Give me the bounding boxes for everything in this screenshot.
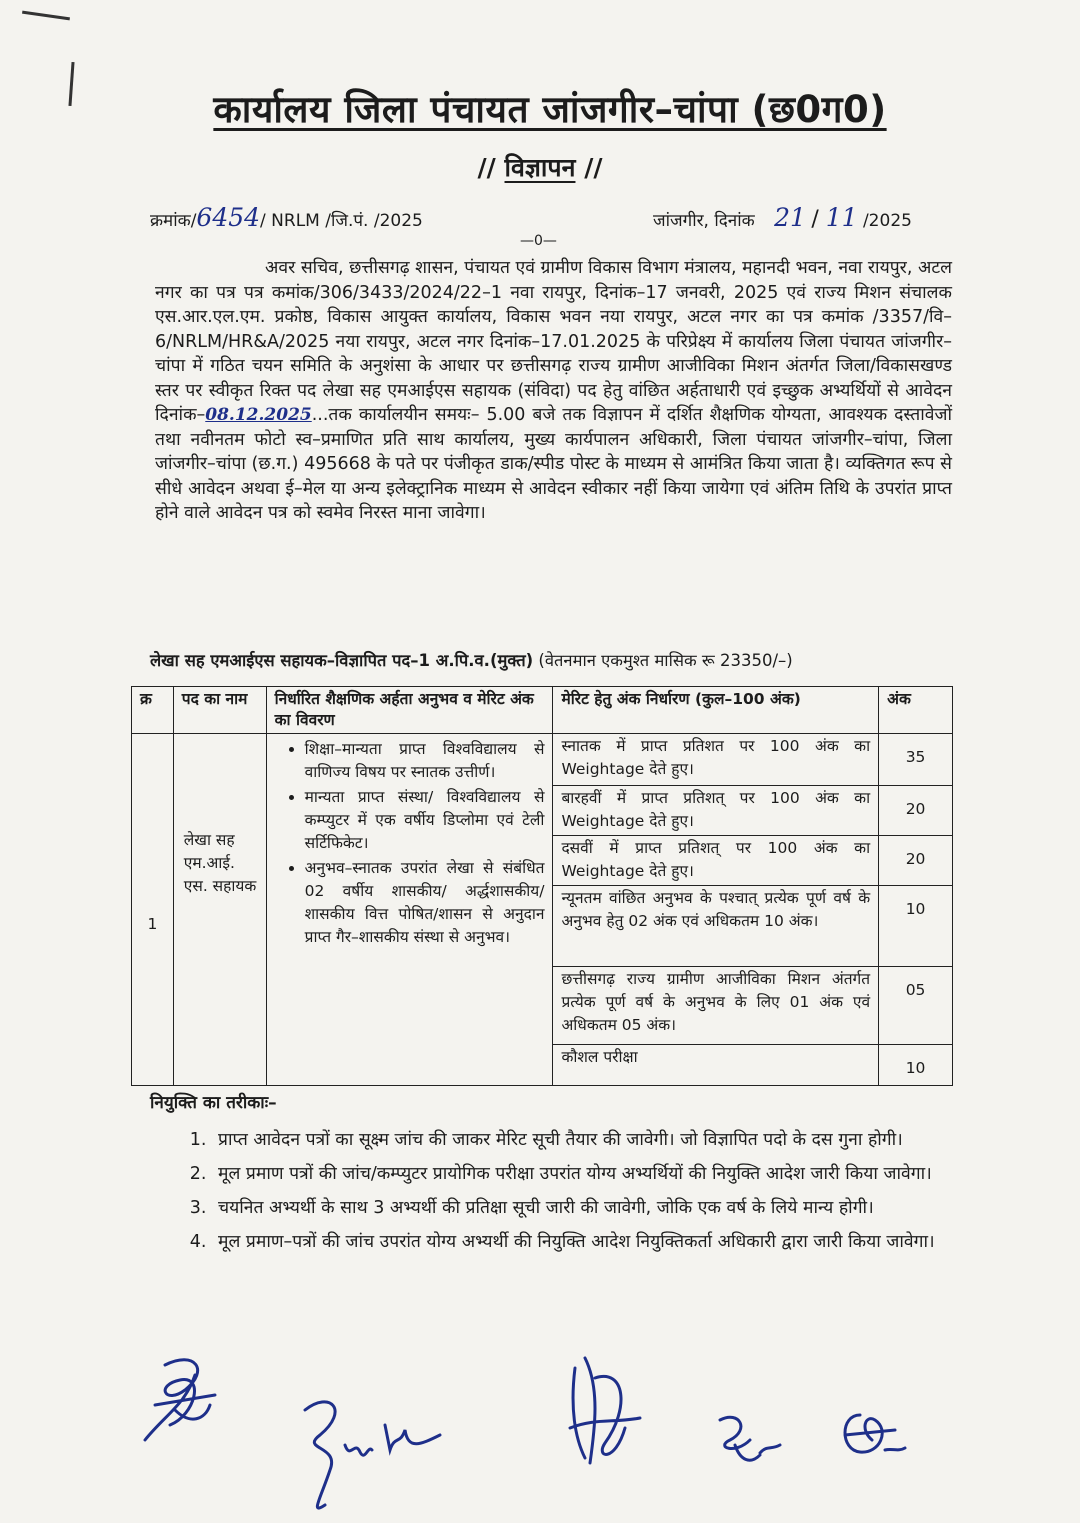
- cell-merit-criteria: [553, 734, 879, 1086]
- merit-criterion: दसवीं में प्राप्त प्रतिशत् पर 100 अंक का Weightage देते हुए।: [553, 836, 878, 886]
- ad-suffix: //: [584, 153, 603, 182]
- header-sr: क्र: [132, 687, 174, 734]
- merit-marks: 10: [905, 1059, 926, 1077]
- merit-marks: 20: [879, 786, 952, 836]
- merit-criterion: न्यूनतम वांछित अनुभव के पश्चात् प्रत्येक पूर्ण वर्ष के अनुभव हेतु 02 अंक एवं अधिकतम 10 अंक।: [553, 886, 878, 967]
- list-item: 1. प्राप्त आवेदन पत्रों का सूक्ष्म जांच की जाकर मेरिट सूची तैयार की जावेगी। जो विज्ञापित पदो के दस गुना होगी।: [212, 1128, 994, 1152]
- signature-4: [705, 1405, 785, 1475]
- signature-5: [830, 1400, 910, 1470]
- qualification-item: • अनुभव–स्नातक उपरांत लेखा से संबंधित 02 वर्षीय शासकीय/ अर्द्धशासकीय/शासकीय वित्त पोषित/शासन से अनुदान प्राप्त गैर–शासकीय संस्था से अनुभव।: [305, 857, 545, 949]
- appointment-procedure-list: [160, 1128, 994, 1264]
- merit-marks: 35: [879, 734, 952, 786]
- office-title: कार्यालय जिला पंचायत जांजगीर–चांपा (छ0ग0): [213, 88, 887, 131]
- merit-marks: 20: [879, 836, 952, 886]
- list-item: 4. मूल प्रमाण–पत्रों की जांच उपरांत योग्य अभ्यर्थी की नियुक्ति आदेश नियुक्तिकर्ता अधिकारी द्वारा जारी किया जावेगा।: [212, 1230, 994, 1254]
- qualification-item: • शिक्षा–मान्यता प्राप्त विश्वविद्यालय से वाणिज्य विषय पर स्नातक उत्तीर्ण।: [305, 738, 545, 784]
- post-heading-title: लेखा सह एमआईएस सहायक–विज्ञापित पद–1 अ.पि.व.(मुक्त): [150, 651, 534, 670]
- handwritten-day: 21: [774, 203, 806, 232]
- body-paragraph-end: ...तक कार्यालयीन समयः– 5.00 बजे तक विज्ञापन में दर्शित शैक्षणिक योग्यता, आवश्यक दस्तावेजों तथा नवीनतम फोटो स्व–प्रमाणित प्रति साथ कार्यालय, मुख्य कार्यपालन अधिकारी, जिला पंचायत जांजगीर–चांपा, जिला जांजगीर–चांपा (छ.ग.) 495668 के पते पर पंजीकृत डाक/स्पीड पोस्ट के माध्यम से आमंत्रित किया जाता है। व्यक्तिगत रूप से सीधे आवेदन अथवा ई–मेल या अन्य इलेक्ट्रानिक माध्यम से आवेदन स्वीकार नहीं किया जायेगा एवं अंतिम तिथि के उपरांत प्राप्त होने वाले आवेदन पत्र को स्वमेव निरस्त माना जावेगा।: [155, 405, 952, 523]
- merit-marks: 05: [879, 967, 952, 1045]
- ad-prefix: //: [477, 153, 496, 182]
- post-heading: [150, 648, 970, 671]
- header-merit: मेरिट हेतु अंक निर्धारण (कुल–100 अंक): [553, 687, 879, 734]
- merit-criterion: स्नातक में प्राप्त प्रतिशत पर 100 अंक का Weightage देते हुए।: [553, 734, 878, 786]
- appointment-procedure-title: नियुक्ति का तरीकाः–: [150, 1093, 277, 1113]
- margin-stroke-mark: [68, 62, 74, 106]
- header-post: पद का नाम: [173, 687, 266, 734]
- header-marks: अंक: [879, 687, 953, 734]
- merit-table: [131, 686, 953, 1086]
- table-row: [132, 734, 953, 1086]
- merit-criterion: बारहवीं में प्राप्त प्रतिशत् पर 100 अंक का Weightage देते हुए।: [553, 786, 878, 836]
- signature-3: [555, 1348, 645, 1473]
- post-heading-salary: (वेतनमान एकमुश्त मासिक रू 23350/–): [533, 651, 793, 670]
- place-date: जांजगीर, दिनांक 21 / 11 /2025: [653, 203, 912, 232]
- reference-number: क्रमांक/6454/ NRLM /जि.पं. /2025: [150, 203, 423, 232]
- table-header-row: [132, 687, 953, 734]
- handwritten-last-date: 08.12.2025: [205, 405, 312, 425]
- advertisement-heading: [390, 150, 690, 184]
- header-qualification: निर्धारित शैक्षणिक अर्हता अनुभव व मेरिट अंक का विवरण: [266, 687, 553, 734]
- list-item: 2. मूल प्रमाण पत्रों की जांच/कम्प्युटर प्रायोगिक परीक्षा उपरांत योग्य अभ्यर्थियों की नियुक्ति आदेश जारी किया जावेगा।: [212, 1162, 994, 1186]
- merit-marks: 10: [879, 886, 952, 967]
- signature-2: [290, 1390, 450, 1520]
- list-item: 3. चयनित अभ्यर्थी के साथ 3 अभ्यर्थी की प्रतिक्षा सूची जारी की जावेगी, जोकि एक वर्ष के लिये मान्य होगी।: [212, 1196, 994, 1220]
- margin-dash-mark: [22, 11, 70, 21]
- body-paragraph-start: अवर सचिव, छत्तीसगढ़ शासन, पंचायत एवं ग्रामीण विकास विभाग मंत्रालय, महानदी भवन, नवा रायपुर, अटल नगर का पत्र पत्र कमांक/306/3433/2024/22–1 नवा रायपुर, दिनांक–17 जनवरी, 2025 एवं राज्य मिशन संचालक एस.आर.एल.एम. प्रकोष्ठ, विकास आयुक्त कार्यालय, विकास भवन नया रायपुर, अटल नगर का पत्र कमांक /3357/वि–6/NRLM/HR&A/2025 नया रायपुर, अटल नगर दिनांक–17.01.2025 के परिप्रेक्ष्य में कार्यालय जिला पंचायत जांजगीर–चांपा में गठित चयन समिति के अनुशंसा के आधार पर छत्तीसगढ़ राज्य ग्रामीण आजीविका मिशन अंतर्गत जिला/विकासखण्ड स्तर पर स्वीकृत रिक्त पद लेखा सह एमआईएस सहायक (संविदा) पद हेतु वांछित अर्हताधारी एवं इच्छुक अभ्यर्थियों से आवेदन दिनांक–: [155, 258, 952, 425]
- cell-post-name: लेखा सह एम.आई. एस. सहायक: [173, 734, 266, 1086]
- cell-marks: [879, 734, 953, 1086]
- section-divider: —0—: [520, 233, 557, 249]
- reference-code: / NRLM /जि.पं. /2025: [260, 211, 423, 231]
- handwritten-ref-number: 6454: [196, 203, 261, 232]
- cell-sr: 1: [132, 734, 174, 1086]
- place-date-label: जांजगीर, दिनांक: [653, 211, 755, 231]
- cell-qualifications: [266, 734, 553, 1086]
- handwritten-month: 11: [825, 203, 858, 232]
- reference-label: क्रमांक: [150, 211, 191, 231]
- signature-1: [135, 1345, 225, 1455]
- merit-criterion: छत्तीसगढ़ राज्य ग्रामीण आजीविका मिशन अंतर्गत प्रत्येक पूर्ण वर्ष के अनुभव के लिए 01 अंक एवं अधिकतम 05 अंक।: [553, 967, 878, 1045]
- merit-criterion: कौशल परीक्षा: [561, 1048, 638, 1066]
- qualification-item: • मान्यता प्राप्त संस्था/ विश्वविद्यालय से कम्प्युटर में एक वर्षीय डिप्लोमा एवं टेली सर्टिफिकेट।: [305, 786, 545, 855]
- reference-year: /2025: [862, 211, 912, 231]
- advertisement-body: [155, 256, 952, 526]
- ad-label: विज्ञापन: [504, 153, 576, 182]
